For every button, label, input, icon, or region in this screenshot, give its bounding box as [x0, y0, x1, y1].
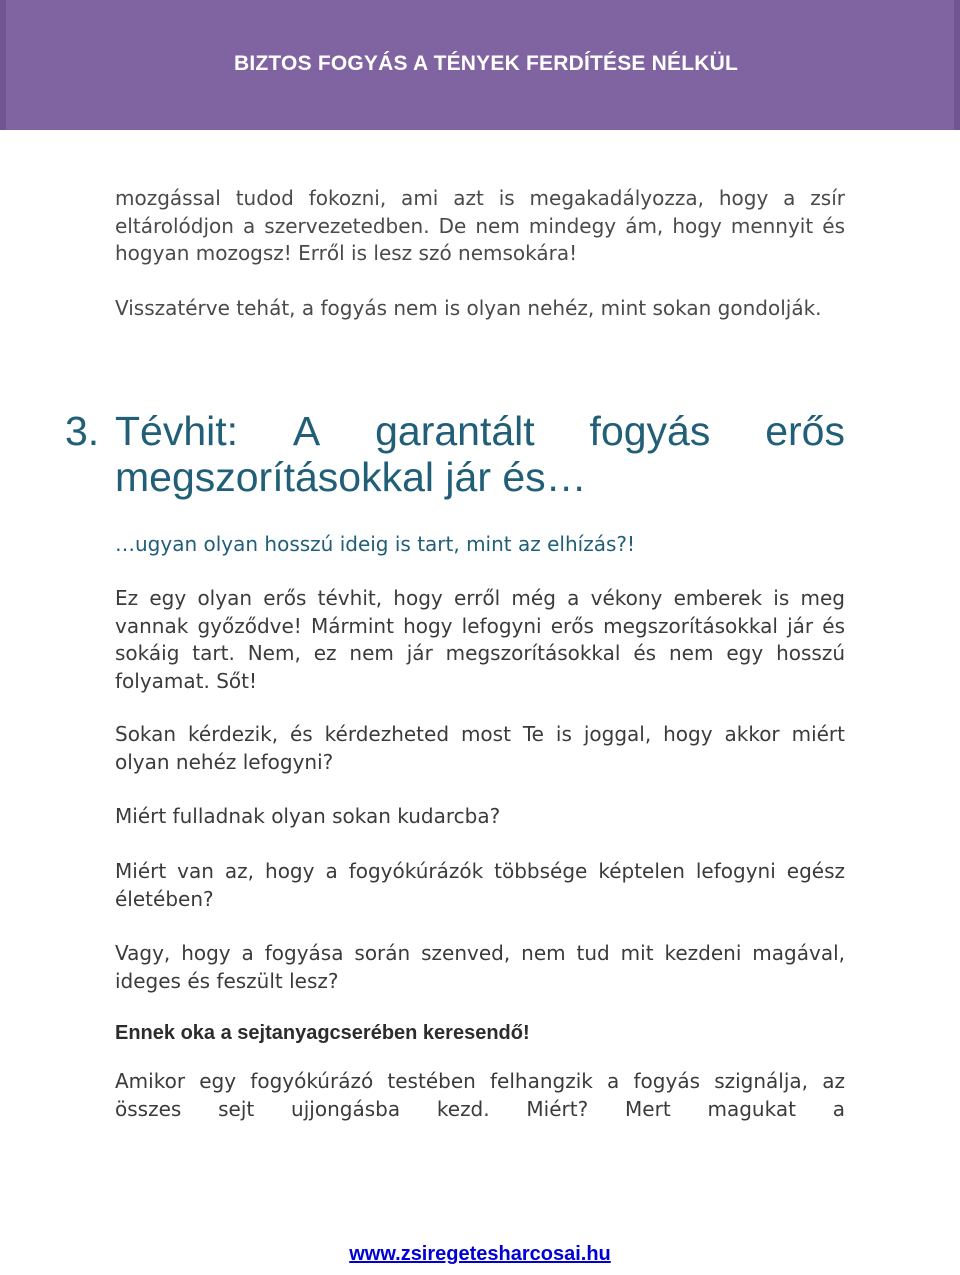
bold-statement: Ennek oka a sejtanyagcserében keresendő! [115, 1022, 530, 1044]
paragraph-return [115, 295, 845, 323]
footer-website-link[interactable]: www.zsiregetesharcosai.hu [349, 1243, 611, 1265]
subheading: …ugyan olyan hosszú ideig is tart, mint az elhízás?! [115, 532, 635, 556]
heading-line-2: megszorításokkal jár és… [115, 454, 587, 500]
heading-word-3: garantált [375, 408, 535, 454]
header-title: BIZTOS FOGYÁS A TÉNYEK FERDÍTÉSE NÉLKÜL [233, 52, 739, 75]
paragraph-1: mozgással tudod fokozni, ami azt is megakadályozza, hogy a zsír eltárolódjon a szervezetedben. De nem mindegy ám, hogy mennyit és hogyan mozogsz! Erről is lesz szó nemsokára! [115, 186, 845, 265]
heading-word-4: fogyás [589, 408, 711, 454]
paragraph-4: Sokan kérdezik, és kérdezheted most Te is joggal, hogy akkor miért olyan nehéz lefogyni? [115, 722, 845, 774]
section-heading [65, 408, 845, 500]
heading-number: 3. [65, 408, 100, 454]
heading-word-1: Tévhit: [115, 408, 239, 454]
paragraph-intro [115, 185, 845, 268]
paragraph-7: Vagy, hogy a fogyása során szenved, nem tud mit kezdeni magával, ideges és feszült lesz? [115, 941, 845, 993]
paragraph-5: Miért fulladnak olyan sokan kudarcba? [115, 804, 501, 828]
page-header-banner [0, 0, 960, 130]
heading-word-5: erős [765, 408, 845, 454]
paragraph-6: Miért van az, hogy a fogyókúrázók többsége képtelen lefogyni egész életében? [115, 859, 845, 911]
paragraph-3: Ez egy olyan erős tévhit, hogy erről még a vékony emberek is meg vannak győződve! Mármint hogy lefogyni erős megszorításokkal jár és sokáig tart. Nem, ez nem jár megszorításokkal és nem egy hosszú folyamat. Sőt! [115, 586, 845, 693]
heading-word-2: A [292, 408, 321, 454]
paragraph-8: Amikor egy fogyókúrázó testében felhangzik a fogyás szignálja, az összes sejt ujjongásba kezd. Miért? Mert magukat a [115, 1069, 845, 1121]
paragraph-2: Visszatérve tehát, a fogyás nem is olyan nehéz, mint sokan gondolják. [115, 296, 822, 320]
